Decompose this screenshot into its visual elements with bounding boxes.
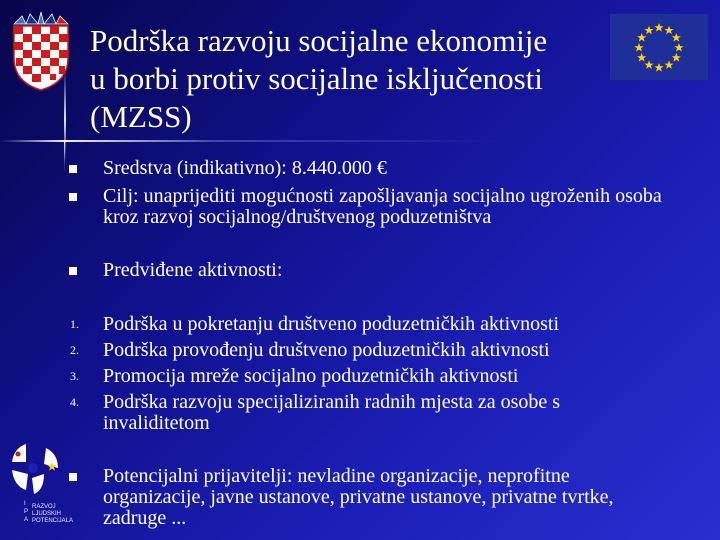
ipa-caption [32, 504, 73, 525]
list-item-text: Predviđene aktivnosti: [103, 259, 283, 281]
list-number: 2. [70, 343, 79, 357]
ipa-caption-line: RAZVOJ [32, 504, 56, 510]
list-number: 1. [70, 317, 79, 331]
activity-text: Podrška provođenju društveno poduzetničkih aktivnosti [103, 339, 550, 361]
list-item-text: Sredstva (indikativno): 8.440.000 € [103, 157, 387, 179]
ipa-pinwheel-icon [4, 440, 68, 498]
ipa-letter: I [24, 501, 26, 507]
title-line-1: Podrška razvoju socijalne ekonomije [90, 23, 548, 58]
activity-text: Podrška u pokretanju društveno poduzetničkih aktivnosti [103, 313, 560, 335]
ipa-letter: P [24, 509, 29, 515]
activity-text: Promocija mreže socijalno poduzetničkih aktivnosti [103, 365, 519, 387]
list-number: 3. [70, 369, 79, 383]
ipa-letter: A [24, 517, 29, 523]
ipa-letters [24, 500, 28, 524]
list-item-text: Cilj: unaprijediti mogućnosti zapošljavanja socijalno ugroženih osoba kroz razvoj socijalnog/društvenog poduzetništva [103, 185, 662, 228]
ipa-caption-line: POTENCIJALA [32, 518, 74, 524]
title-line-3: (MZSS) [90, 99, 192, 134]
decorative-glow-horizontal [0, 140, 720, 142]
page-title [90, 22, 610, 136]
eu-flag-icon [610, 14, 708, 80]
croatian-coat-of-arms-icon [10, 12, 72, 92]
ipa-logo [4, 440, 74, 535]
decorative-glow-vertical-lower [64, 142, 65, 172]
ipa-caption-line: LJUDSKIH [32, 511, 62, 517]
activity-text: Podrška razvoju specijaliziranih radnih mjesta za osobe s invaliditetom [103, 391, 561, 434]
title-line-2: u borbi protiv socijalne isključenosti [90, 61, 543, 96]
list-number: 4. [70, 395, 79, 409]
list-item-text: Potencijalni prijavitelji: nevladine organizacije, neprofitne organizacije, javne ustanove, privatne ustanove, privatne tvrtke, zadruge ... [103, 465, 614, 529]
